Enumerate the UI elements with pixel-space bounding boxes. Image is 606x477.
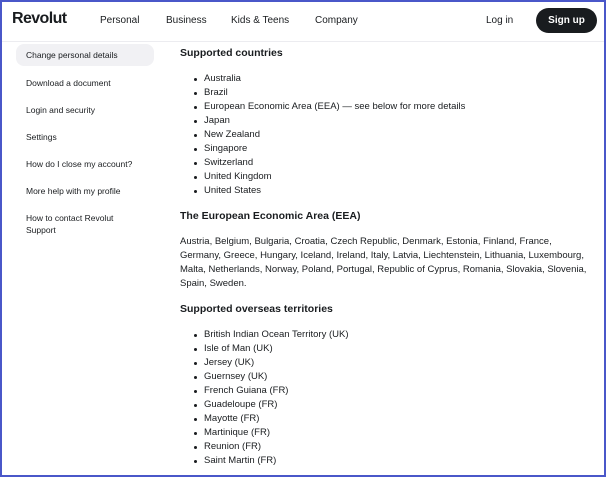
- eea-countries-paragraph: Austria, Belgium, Bulgaria, Croatia, Czech Republic, Denmark, Estonia, Finland, France, Germany, Greece, Hungary, Iceland, Ireland, Italy, Latvia, Liechtenstein, Lithuania, Luxembourg, Malta, Netherlands, Norway, Poland, Portugal, Republic of Cyprus, Romania, Slovakia, Slovenia, Spain, Sweden.: [180, 236, 587, 289]
- list-item: Saint Martin (FR): [194, 454, 349, 468]
- login-link[interactable]: Log in: [486, 15, 514, 26]
- top-navigation-bar: [2, 2, 604, 42]
- list-item: Jersey (UK): [194, 356, 349, 370]
- eea-heading: The European Economic Area (EEA): [180, 210, 361, 222]
- list-item: United States: [194, 184, 465, 198]
- sidebar-item-change-personal-details[interactable]: Change personal details: [16, 44, 154, 66]
- list-item: Mayotte (FR): [194, 412, 349, 426]
- territories-list: [194, 328, 349, 468]
- sidebar-item-download-document[interactable]: Download a document: [26, 78, 111, 88]
- nav-company[interactable]: Company: [315, 15, 358, 26]
- list-item: Martinique (FR): [194, 426, 349, 440]
- nav-personal[interactable]: Personal: [100, 15, 140, 26]
- sidebar-item-settings[interactable]: Settings: [26, 132, 57, 142]
- overseas-territories-heading: Supported overseas territories: [180, 303, 333, 315]
- list-item: Switzerland: [194, 156, 465, 170]
- list-item: Guernsey (UK): [194, 370, 349, 384]
- sidebar-item-more-help-profile[interactable]: More help with my profile: [26, 186, 121, 196]
- list-item: Guadeloupe (FR): [194, 398, 349, 412]
- list-item: New Zealand: [194, 128, 465, 142]
- list-item: Japan: [194, 114, 465, 128]
- list-item: Australia: [194, 72, 465, 86]
- sidebar-item-close-account[interactable]: How do I close my account?: [26, 159, 133, 169]
- nav-kids-teens[interactable]: Kids & Teens: [231, 15, 290, 26]
- list-item: Reunion (FR): [194, 440, 349, 454]
- nav-business[interactable]: Business: [166, 15, 207, 26]
- list-item: British Indian Ocean Territory (UK): [194, 328, 349, 342]
- countries-list: [194, 72, 465, 198]
- list-item: Singapore: [194, 142, 465, 156]
- list-item: French Guiana (FR): [194, 384, 349, 398]
- list-item: United Kingdom: [194, 170, 465, 184]
- supported-countries-heading: Supported countries: [180, 47, 283, 59]
- sidebar-item-login-security[interactable]: Login and security: [26, 105, 95, 115]
- revolut-logo[interactable]: Revolut: [12, 10, 67, 27]
- list-item: Brazil: [194, 86, 465, 100]
- sidebar-item-contact-support[interactable]: How to contact Revolut Support: [26, 213, 114, 235]
- list-item: European Economic Area (EEA) — see below for more details: [194, 100, 465, 114]
- signup-button[interactable]: Sign up: [536, 8, 597, 33]
- list-item: Isle of Man (UK): [194, 342, 349, 356]
